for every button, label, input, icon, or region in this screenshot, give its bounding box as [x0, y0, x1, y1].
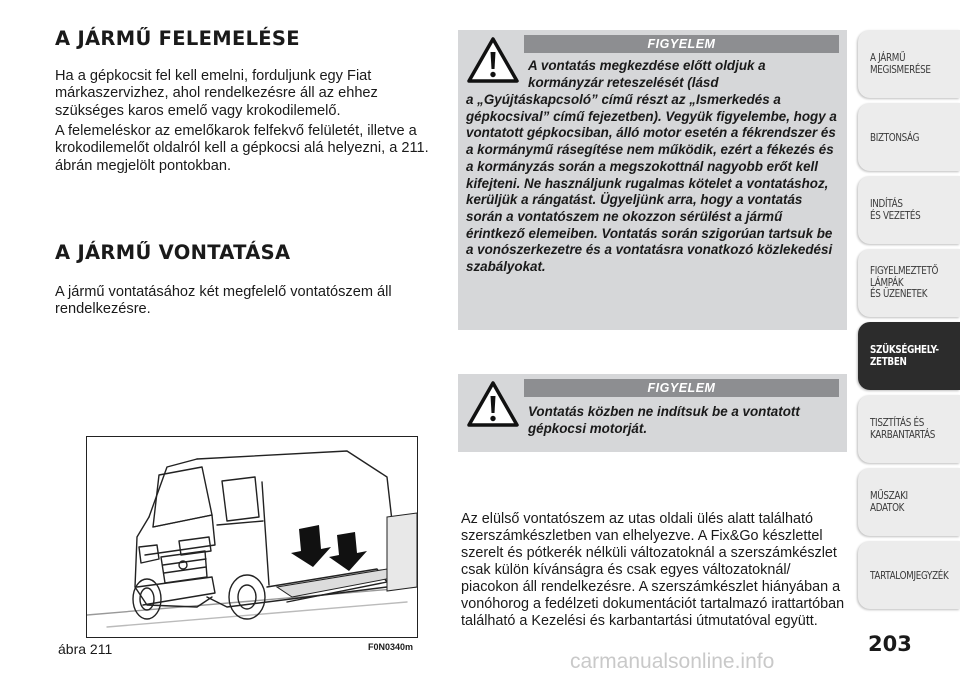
warning-header: FIGYELEM — [647, 37, 716, 51]
warning-box-2 — [458, 374, 847, 452]
warning-box-1 — [458, 30, 847, 330]
warning-header-bar — [524, 379, 839, 397]
sidebar-item-label: A JÁRMŰ MEGISMERÉSE — [870, 51, 931, 76]
sidebar-item-label: TISZTÍTÁS ÉS KARBANTARTÁS — [870, 416, 936, 441]
paragraph-lifting-1: Ha a gépkocsit fel kell emelni, forduljunk egy Fiat márkaszervizhez, ahol rendelkezésre áll az ehhez szükséges karos emelő vagy krokodilemelő. — [55, 68, 378, 119]
section-title-towing: A JÁRMŰ VONTATÁSA — [55, 241, 291, 264]
watermark: carmanualsonline.info — [570, 650, 775, 673]
warning-triangle-icon — [466, 36, 520, 84]
paragraph-tow-eye: Az elülső vontatószem az utas oldali ülés alatt található szerszámkészletben van elhelyezve. A Fix&Go készlettel szerelt és pótkerék nélküli változatoknál a szerszámkészlet csak külön kívánságra és csak egyes változatoknál/ piacokon áll rendelkezésre. A szerszámkészlet hiányában a vonóhorog a fedélzeti dokumentációt tartalmazó irattartóban található a Kezelési és karbantartási útmutatóval együtt. — [461, 511, 845, 629]
sidebar-item-label: TARTALOMJEGYZÉK — [870, 569, 949, 582]
figure-code: F0N0340m — [368, 642, 414, 652]
sidebar-item-label: INDÍTÁS ÉS VEZETÉS — [870, 197, 921, 222]
paragraph-lifting-2: A felemeléskor az emelőkarok felfekvő felületét, illetve a krokodilemelőt oldalról kell a gépkocsi alá helyezni, a 211. ábrán megjelölt pontokban. — [55, 123, 429, 174]
sidebar-item-maintenance[interactable] — [858, 395, 960, 463]
warning-header: FIGYELEM — [647, 381, 716, 395]
van-illustration-icon — [87, 437, 417, 637]
page-number: 203 — [868, 632, 912, 656]
sidebar-item-warnings[interactable] — [858, 249, 960, 317]
warning-text-body: Vontatás közben ne indítsuk be a vontatott gépkocsi motorját. — [528, 404, 800, 436]
sidebar-item-index[interactable] — [858, 541, 960, 609]
sidebar-item-label: BIZTONSÁG — [870, 131, 920, 144]
section-title-lifting: A JÁRMŰ FELEMELÉSE — [55, 27, 300, 50]
sidebar-item-label: FIGYELMEZTETŐ LÁMPÁK ÉS ÜZENETEK — [870, 264, 939, 300]
sidebar-item-starting[interactable] — [858, 176, 960, 244]
warning-header-bar — [524, 35, 839, 53]
sidebar-item-emergency[interactable] — [858, 322, 960, 390]
van-illustration — [86, 436, 418, 638]
sidebar-item-label: SZÜKSÉGHELY- ZETBEN — [870, 343, 939, 368]
sidebar-item-safety[interactable] — [858, 103, 960, 171]
sidebar-item-specs[interactable] — [858, 468, 960, 536]
warning-text-lead: A vontatás megkezdése előtt oldjuk a kormányzár reteszelését (lásd — [528, 58, 766, 90]
warning-triangle-icon — [466, 380, 520, 428]
paragraph-towing-1: A jármű vontatásához két megfelelő vontatószem áll rendelkezésre. — [55, 284, 392, 318]
warning-text-body: a „Gyújtáskapcsoló” című részt az „Ismerkedés a gépkocsival” című fejezetben). Vegyük figyelembe, hogy a vontatott gépkocsiban, álló motor esetén a fékrendszer és a kormánymű rásegítése nem működik, ezért a fékezés és a kormányzás során a megszokottnál nagyobb erőt kell kifejteni. Ne használjunk rugalmas kötelet a vontatáshoz, kerüljük a rángatást. Ügyeljünk arra, hogy a vontatás során a vontatószem ne okozzon sérülést a jármű érintkező elemeiben. Vontatás során szigorúan tartsuk be a vonószerkezetre és a vontatásra vonatkozó közlekedési szabályokat. — [466, 92, 837, 275]
sidebar-item-label: MŰSZAKI ADATOK — [870, 489, 908, 514]
sidebar-item-vehicle[interactable] — [858, 30, 960, 98]
figure-label: ábra 211 — [58, 641, 113, 657]
